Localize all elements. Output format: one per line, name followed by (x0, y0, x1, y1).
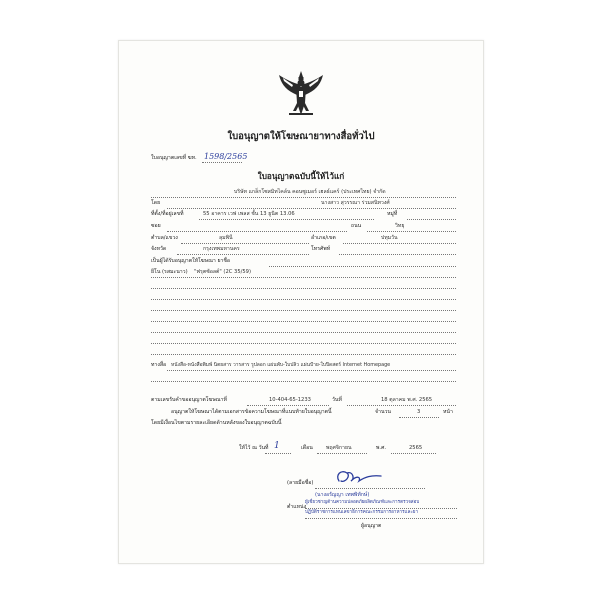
soi-line (167, 231, 347, 232)
media-line (167, 370, 456, 371)
year-value: 2565 (409, 445, 423, 451)
blank-line (151, 332, 456, 333)
drug-value: "ฟรุตซ้อลต์" (2C 35/59) (194, 269, 252, 275)
license-no-line (202, 162, 242, 163)
representative-name: นางสาว สุวรรณา ร่วมสนิทวงศ์ (321, 200, 390, 206)
phone-line (339, 254, 456, 255)
license-document (118, 40, 484, 564)
signer-name: (นางอรัญญา เทพพิทักษ์) (315, 492, 370, 498)
given-label: ให้ไว้ ณ วันที่ (239, 445, 269, 451)
licensor-label: ผู้อนุญาต (361, 523, 382, 529)
signature-line (315, 488, 425, 489)
year-label: พ.ศ. (376, 445, 387, 451)
document-subtitle: ใบอนุญาตฉบับนี้ให้ไว้แก่ (257, 171, 345, 181)
district-value: ปทุมวัน (381, 235, 398, 241)
province-value: กรุงเทพมหานคร (203, 246, 240, 252)
company-line (151, 197, 456, 198)
condition-text: โดยมีเงื่อนไขตามรายละเอียดด้านหลังของใบอนุญาตฉบับนี้ (151, 420, 282, 426)
position-line-2: ปฏิบัติราชการแทนเลขาธิการคณะกรรมการอาหารและยา (305, 510, 419, 515)
by-line (167, 208, 456, 209)
soi-label: ซอย (151, 223, 161, 229)
month-label: เดือน (301, 445, 313, 451)
subdistrict-value: ลุมพินี (219, 235, 233, 241)
road-value: วิทยุ (395, 223, 405, 229)
drug-line (151, 277, 456, 278)
blank-line (151, 343, 456, 344)
blank-line (151, 321, 456, 322)
given-day-line (265, 453, 291, 454)
given-day: 1 (274, 441, 280, 451)
request-no-line (247, 405, 329, 406)
moo-label: หมู่ที่ (387, 211, 398, 217)
address-value: 55 อาคาร เวฟ เพลส ชั้น 13 ยูนิต 13.06 (203, 211, 295, 217)
media-value: หนังสือ-หนังสือพิมพ์ นิตยสาร วารสาร รูปลอก แผ่นพับ-ใบปลิว แผ่นป้าย-ใบปิดสตร์ Internet Homepage (171, 362, 391, 368)
date-label: วันที่ (332, 397, 342, 403)
blank-line (151, 354, 456, 355)
address-line (199, 219, 374, 220)
blank-line (151, 310, 456, 311)
pages-unit: หน้า (443, 409, 453, 415)
drug-label: ยีโน (รสมะนาว) (151, 269, 188, 275)
subdistrict-label: ตำบล/แขวง (151, 235, 178, 241)
pages-value: 3 (417, 409, 421, 415)
road-line (367, 231, 456, 232)
company-name: บริษัท แกล็กโซสมิทไคล์น คอนซูเมอร์ เฮลธ์แคร์ (ประเทศไทย) จำกัด (234, 189, 386, 195)
date-line (347, 405, 456, 406)
pages-line (399, 417, 439, 418)
position-rule-2 (305, 518, 457, 519)
blank-line (151, 299, 456, 300)
document-title: ใบอนุญาตให้โฆษณายาทางสื่อทั่วไป (227, 131, 375, 142)
media-label: ทางสื่อ (151, 362, 167, 368)
request-no-label: ตามเลขรับคำขออนุญาตโฆษณาที่ (151, 397, 227, 403)
district-label: อำเภอ/เขต (311, 235, 336, 241)
grant-line (269, 266, 456, 267)
moo-line (407, 219, 456, 220)
license-no-value: 1598/2565 (204, 152, 248, 161)
media-line-2 (151, 381, 456, 382)
permit-text: อนุญาตให้โฆษณาได้ตามเอกสารข้อความโฆษณาที่แนบท้ายใบอนุญาตนี้ (171, 409, 332, 415)
pages-label: จำนวน (375, 409, 391, 415)
grant-text: เป็นผู้ได้รับอนุญาตให้โฆษณา ยาชื่อ (151, 258, 231, 264)
year-line (391, 453, 436, 454)
province-label: จังหวัด (151, 246, 167, 252)
position-label: ตำแหน่ง (287, 504, 307, 510)
request-no-value: 10-404-65-1233 (269, 397, 311, 403)
by-label: โดย (151, 200, 161, 206)
month-line (317, 453, 367, 454)
date-value: 18 ตุลาคม พ.ศ. 2565 (381, 397, 433, 403)
road-label: ถนน (351, 223, 362, 229)
garuda-emblem-icon (275, 69, 327, 121)
subdistrict-line (181, 243, 309, 244)
district-line (343, 243, 456, 244)
phone-label: โทรศัพท์ (311, 246, 331, 252)
position-line-1: ผู้เชี่ยวชาญด้านความปลอดภัยผลิตภัณฑ์และการตรวจสอบ (305, 500, 420, 505)
province-line (177, 254, 309, 255)
blank-line (151, 288, 456, 289)
address-label: ที่ตั้ง/ที่อยู่เลขที่ (151, 211, 184, 217)
license-no-label: ใบอนุญาตเลขที่ ฆท. (151, 155, 197, 161)
position-rule-1 (305, 508, 457, 509)
signature-label: (ลายมือชื่อ) (287, 480, 314, 486)
month-value: พฤศจิกายน (326, 445, 352, 451)
